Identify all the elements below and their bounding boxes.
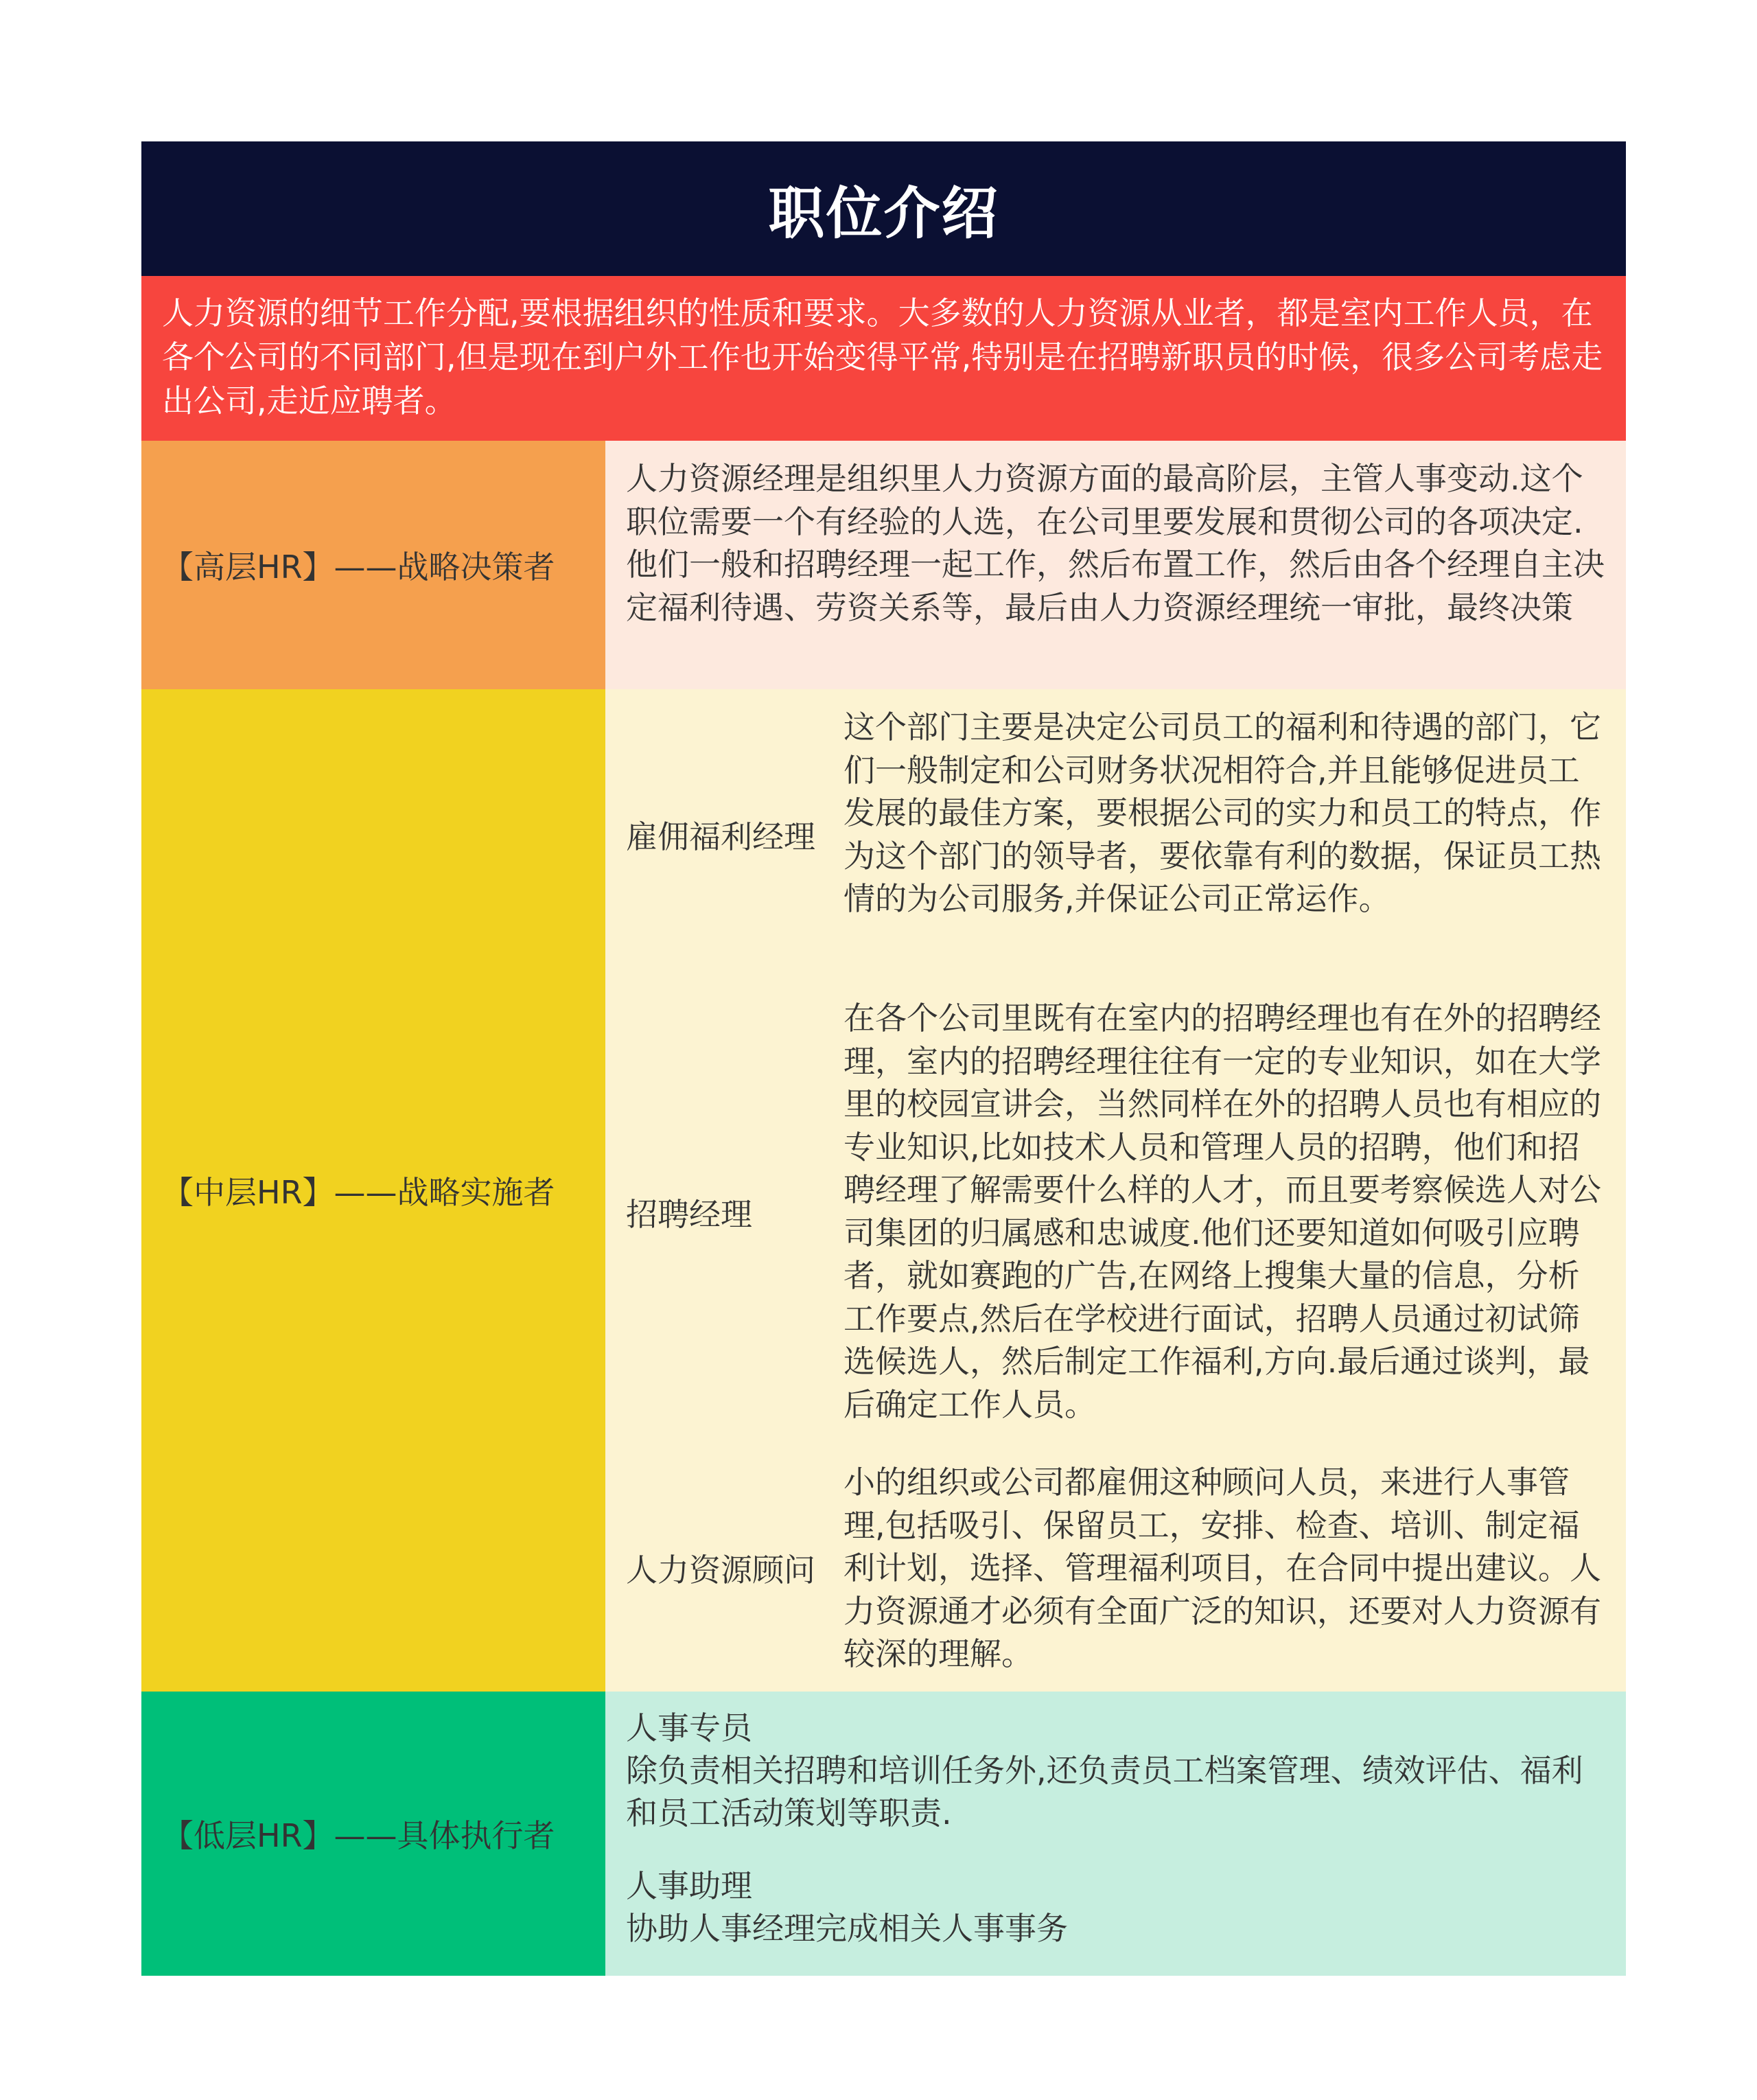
level-content-low [605, 1692, 1626, 1976]
role-description: 在各个公司里既有在室内的招聘经理也有在外的招聘经理，室内的招聘经理往往有一定的专业知识，如在大学里的校园宣讲会，当然同样在外的招聘人员也有相应的专业知识,比如技术人员和管理人员的招聘，他们和招聘经理了解需要什么样的人才，而且要考察候选人对公司集团的归属感和忠诚度.他们还要知道如何吸引应聘者，就如赛跑的广告,在网络上搜集大量的信息，分析工作要点,然后在学校进行面试，招聘人员通过初试筛选候选人，然后制定工作福利,方向.最后通过谈判，最后确定工作人员。 [843, 1000, 1601, 1423]
level-row-mid [141, 689, 1626, 1692]
intro-text: 人力资源的细节工作分配,要根据组织的性质和要求。大多数的人力资源从业者，都是室内工作人员，在各个公司的不同部门,但是现在到户外工作也开始变得平常,特别是在招聘新职员的时候，很多公司考虑走出公司,走近应聘者。 [141, 276, 1626, 441]
role-name: 人力资源顾问 [626, 1551, 815, 1589]
role-description: 协助人事经理完成相关人事事务 [626, 1910, 1068, 1947]
role-name: 雇佣福利经理 [626, 818, 815, 855]
level-label-mid: 【中层HR】——战略实施者 [141, 689, 605, 1692]
position-intro-table [141, 141, 1626, 1976]
role-name: 人事专员 [626, 1709, 752, 1746]
role-block [626, 1865, 1605, 1950]
level-row-high [141, 441, 1626, 689]
role-description: 这个部门主要是决定公司员工的福利和待遇的部门，它们一般制定和公司财务状况相符合,并且能够促进员工发展的最佳方案，要根据公司的实力和员工的特点，作为这个部门的领导者，要依靠有利的数据，保证员工热情的为公司服务,并保证公司正常运作。 [843, 708, 1601, 917]
level-description-high: 人力资源经理是组织里人力资源方面的最高阶层，主管人事变动.这个职位需要一个有经验的人选，在公司里要发展和贯彻公司的各项决定.他们一般和招聘经理一起工作，然后布置工作，然后由各个经理自主决定福利待遇、劳资关系等，最后由人力资源经理统一审批，最终决策 [605, 441, 1626, 689]
role-name: 招聘经理 [626, 1196, 752, 1233]
level-label-high: 【高层HR】——战略决策者 [141, 441, 605, 689]
level-row-low [141, 1692, 1626, 1976]
role-block [626, 1707, 1605, 1834]
role-name: 人事助理 [626, 1867, 752, 1904]
level-label-low: 【低层HR】——具体执行者 [141, 1692, 605, 1976]
role-description: 小的组织或公司都雇佣这种顾问人员，来进行人事管理,包括吸引、保留员工，安排、检查、培训、制定福利计划，选择、管理福利项目，在合同中提出建议。人力资源通才必须有全面广泛的知识，还要对人力资源有较深的理解。 [843, 1464, 1601, 1672]
role-description: 除负责相关招聘和培训任务外,还负责员工档案管理、绩效评估、福利和员工活动策划等职责. [626, 1752, 1583, 1832]
level-content-mid [605, 689, 1626, 1692]
page-title: 职位介绍 [141, 141, 1626, 276]
